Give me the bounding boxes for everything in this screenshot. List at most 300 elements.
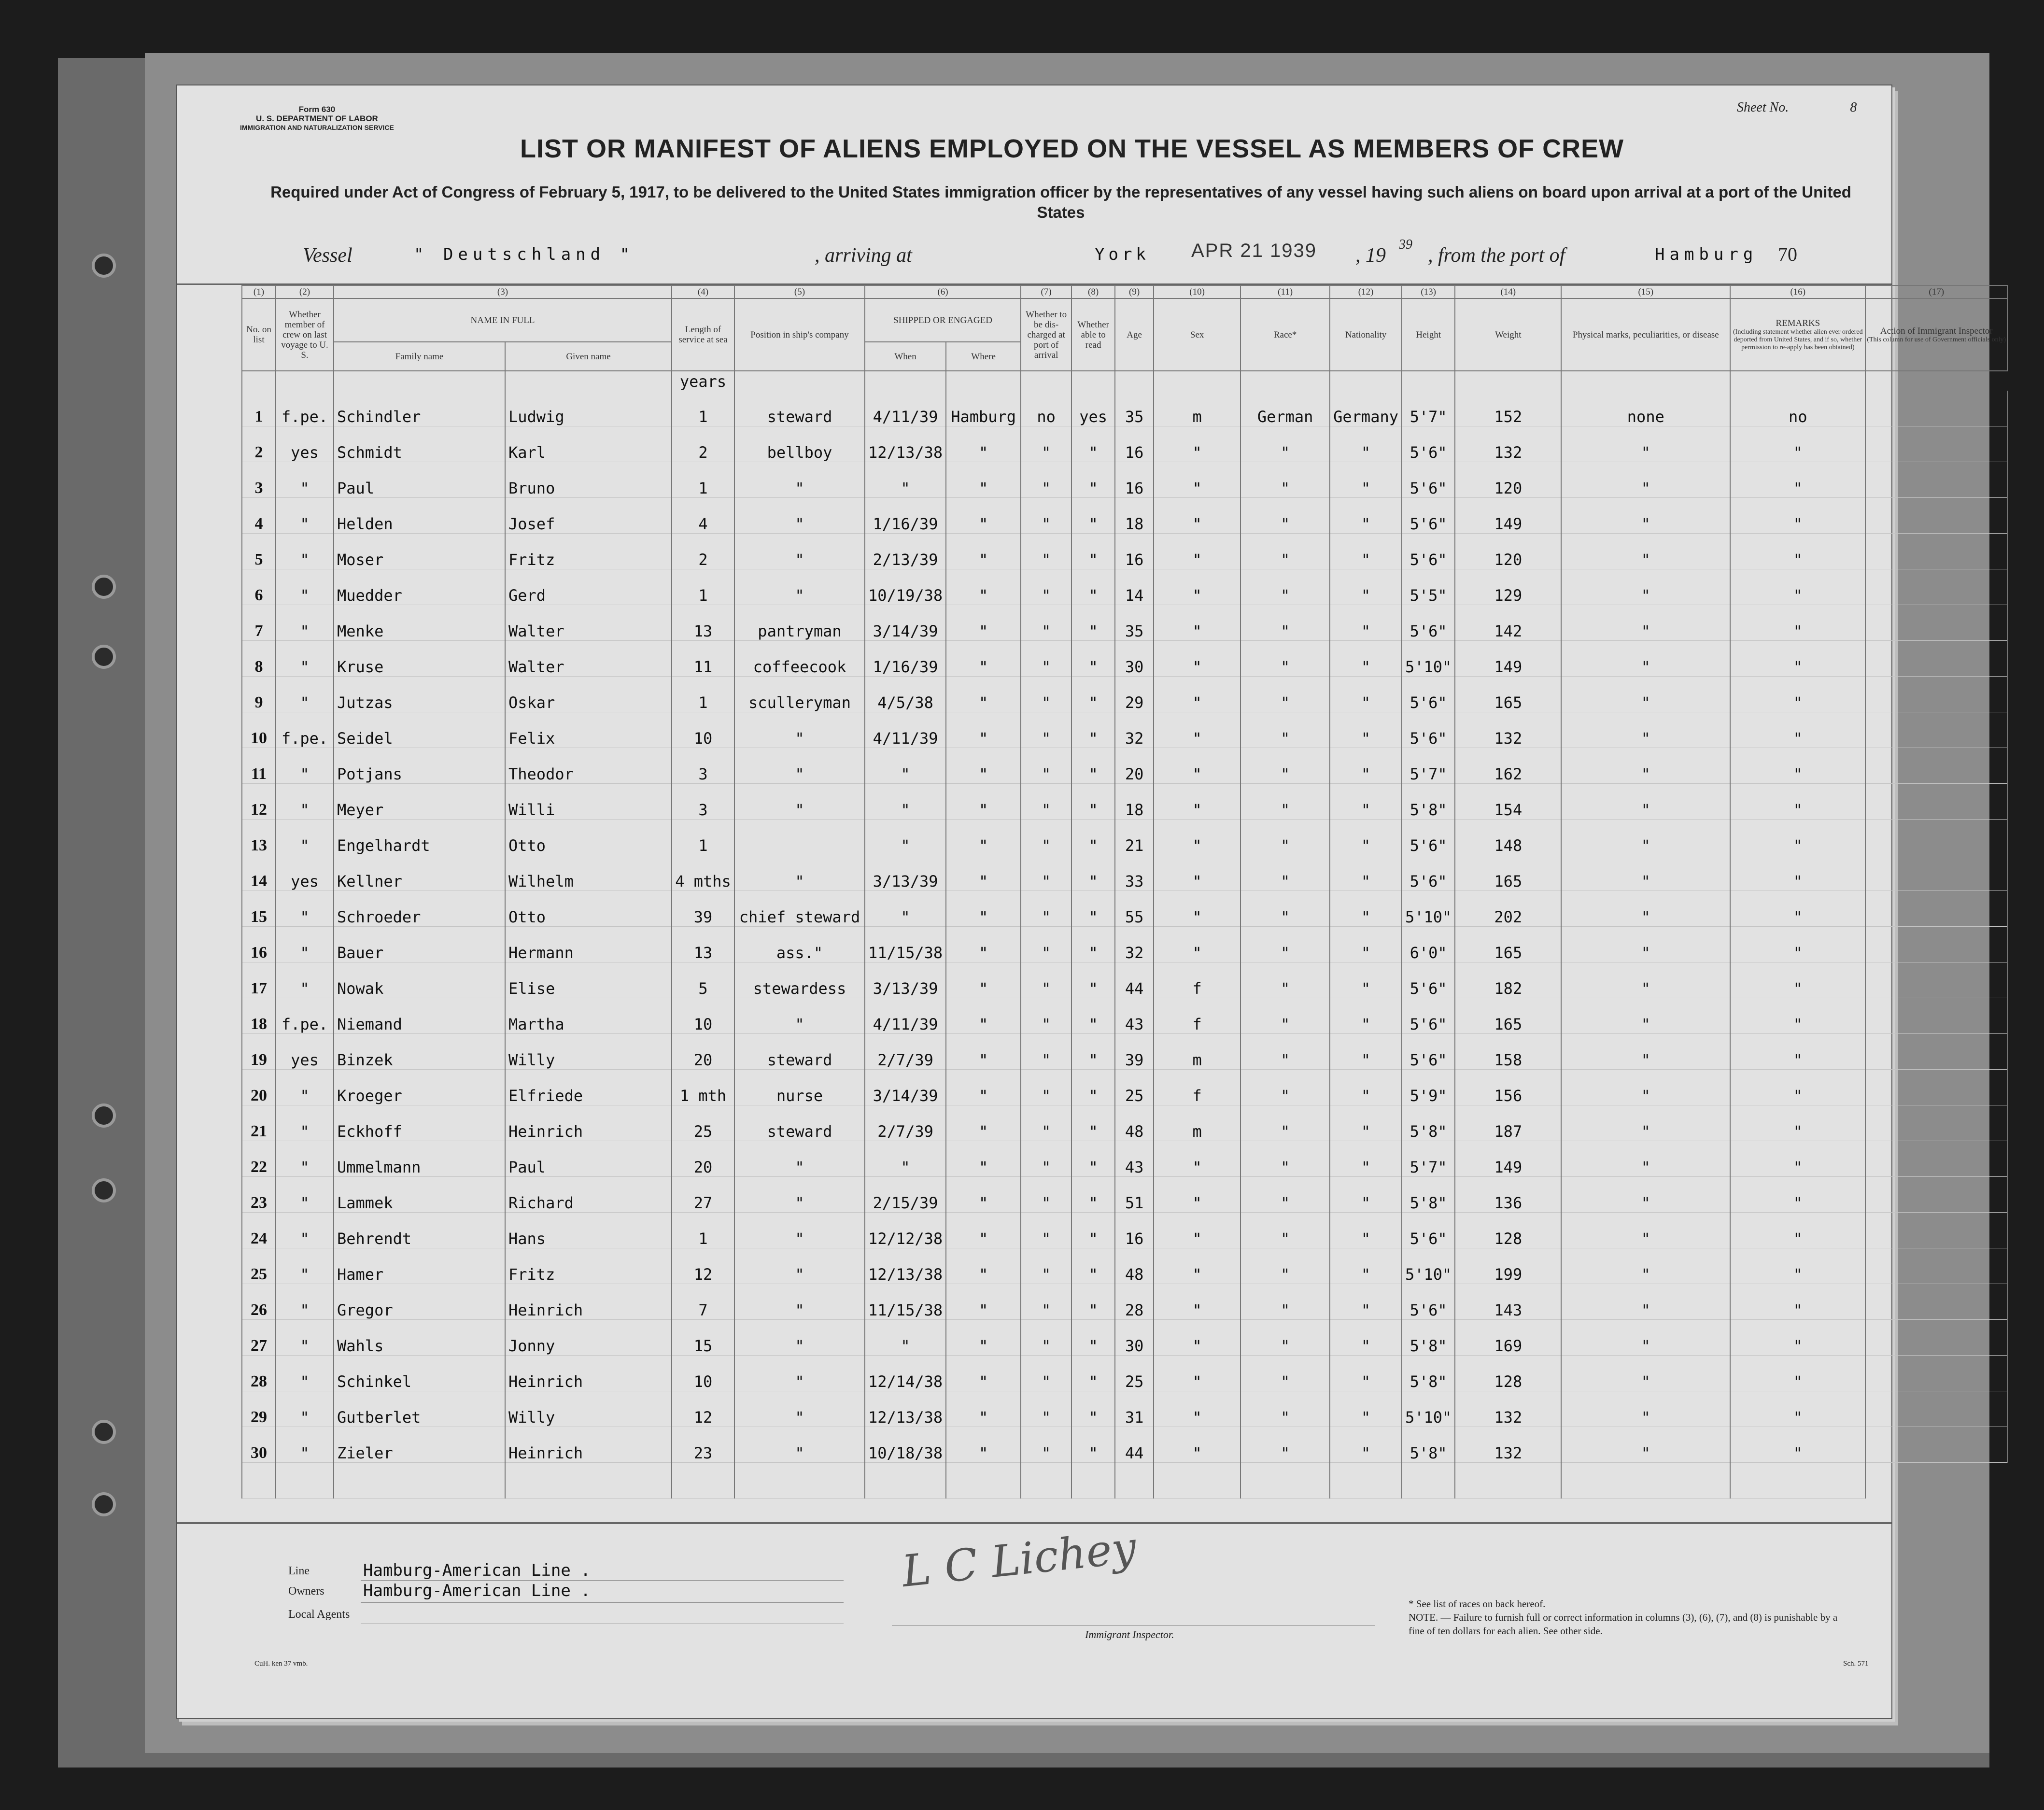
shipped-where-cell: " xyxy=(946,712,1021,748)
race-cell: " xyxy=(1240,962,1330,998)
remarks-cell: " xyxy=(1730,605,1865,641)
shipped-when-cell: 3/13/39 xyxy=(865,855,946,891)
sex-cell: " xyxy=(1154,605,1240,641)
weight-cell: 132 xyxy=(1455,1427,1561,1463)
inspector-label: Immigrant Inspector. xyxy=(1085,1628,1174,1640)
weight-cell: 148 xyxy=(1455,820,1561,855)
weight-cell: 120 xyxy=(1455,534,1561,569)
inspector-action-cell xyxy=(1865,1284,2007,1320)
nationality-cell: " xyxy=(1330,462,1402,498)
member-last-voyage-cell: " xyxy=(276,1284,334,1320)
shipped-where-cell: " xyxy=(946,1070,1021,1105)
shipped-where-cell: " xyxy=(946,962,1021,998)
form-code-right: Sch. 571 xyxy=(1843,1660,1869,1668)
shipped-where-cell: " xyxy=(946,569,1021,605)
row-number-cell: 18 xyxy=(242,998,276,1034)
family-name-cell: Hamer xyxy=(334,1248,505,1284)
row-number-cell: 16 xyxy=(242,927,276,962)
able-to-read-cell: " xyxy=(1071,1427,1115,1463)
weight-cell: 156 xyxy=(1455,1070,1561,1105)
binder-hole xyxy=(92,645,116,669)
row-number-cell: 1 xyxy=(242,391,276,426)
column-number-row xyxy=(242,285,2007,298)
physical-marks-cell: " xyxy=(1561,784,1730,820)
member-last-voyage-cell: " xyxy=(276,1391,334,1427)
shipped-when-cell: 2/13/39 xyxy=(865,534,946,569)
header-no-on-list: No. on list xyxy=(242,298,276,371)
family-name-cell: Paul xyxy=(334,462,505,498)
race-cell: " xyxy=(1240,927,1330,962)
shipped-where-cell: " xyxy=(946,426,1021,462)
to-be-discharged-cell: " xyxy=(1021,1177,1071,1213)
sex-cell: " xyxy=(1154,1177,1240,1213)
inspector-action-cell xyxy=(1865,998,2007,1034)
nationality-cell: " xyxy=(1330,820,1402,855)
given-name-cell: Hans xyxy=(505,1213,672,1248)
col-num-2: (2) xyxy=(276,285,334,298)
table-row xyxy=(242,1391,2007,1427)
position-cell: " xyxy=(734,1427,865,1463)
table-row xyxy=(242,998,2007,1034)
row-number-cell: 26 xyxy=(242,1284,276,1320)
table-row xyxy=(242,748,2007,784)
height-cell: 5'6" xyxy=(1402,462,1455,498)
weight-cell: 169 xyxy=(1455,1320,1561,1356)
weight-cell: 158 xyxy=(1455,1034,1561,1070)
family-name-cell: Eckhoff xyxy=(334,1105,505,1141)
shipped-when-cell: 3/14/39 xyxy=(865,605,946,641)
member-last-voyage-cell: " xyxy=(276,534,334,569)
header-shipped-engaged: SHIPPED OR ENGAGED xyxy=(865,298,1021,342)
member-last-voyage-cell: " xyxy=(276,1427,334,1463)
col-num-3: (3) xyxy=(334,285,672,298)
able-to-read-cell: " xyxy=(1071,712,1115,748)
position-cell: pantryman xyxy=(734,605,865,641)
shipped-when-cell: 4/11/39 xyxy=(865,712,946,748)
owners-underline xyxy=(361,1602,844,1603)
sex-cell: " xyxy=(1154,784,1240,820)
able-to-read-cell: yes xyxy=(1071,391,1115,426)
height-cell: 5'6" xyxy=(1402,1213,1455,1248)
member-last-voyage-cell: " xyxy=(276,641,334,677)
age-cell: 33 xyxy=(1115,855,1154,891)
age-cell: 35 xyxy=(1115,605,1154,641)
header-action xyxy=(1865,298,2007,371)
col-num-16: (16) xyxy=(1730,285,1865,298)
height-cell: 5'6" xyxy=(1402,605,1455,641)
header-race: Race* xyxy=(1240,298,1330,371)
member-last-voyage-cell: f.pe. xyxy=(276,391,334,426)
inspector-action-cell xyxy=(1865,605,2007,641)
column-title-row xyxy=(242,298,2007,342)
race-cell: " xyxy=(1240,1034,1330,1070)
position-cell: stewardess xyxy=(734,962,865,998)
sheet-number-block xyxy=(1737,100,1857,115)
row-number-cell: 14 xyxy=(242,855,276,891)
nationality-cell: " xyxy=(1330,498,1402,534)
race-cell: " xyxy=(1240,462,1330,498)
position-cell: steward xyxy=(734,1034,865,1070)
row-number-cell: 13 xyxy=(242,820,276,855)
row-number-cell: 15 xyxy=(242,891,276,927)
sex-cell: m xyxy=(1154,1034,1240,1070)
nationality-cell: " xyxy=(1330,1248,1402,1284)
weight-cell: 128 xyxy=(1455,1213,1561,1248)
nationality-cell: " xyxy=(1330,605,1402,641)
col-num-8: (8) xyxy=(1071,285,1115,298)
inspector-action-cell xyxy=(1865,534,2007,569)
date-stamp: APR 21 1939 xyxy=(1191,240,1317,261)
remarks-note: (Including statement whether alien ever ordered deported from United States, and if so, whether permission to re-apply has been obtained) xyxy=(1733,328,1863,351)
able-to-read-cell: " xyxy=(1071,677,1115,712)
shipped-where-cell: " xyxy=(946,1284,1021,1320)
nationality-cell: " xyxy=(1330,1356,1402,1391)
length-of-service-cell: 1 xyxy=(672,820,734,855)
vessel-name: " Deutschland " xyxy=(414,245,635,264)
row-number-cell: 7 xyxy=(242,605,276,641)
sex-cell: m xyxy=(1154,391,1240,426)
col-num-14: (14) xyxy=(1455,285,1561,298)
table-body xyxy=(242,371,2007,1499)
member-last-voyage-cell: " xyxy=(276,1070,334,1105)
to-be-discharged-cell: " xyxy=(1021,1427,1071,1463)
able-to-read-cell: " xyxy=(1071,569,1115,605)
to-be-discharged-cell: " xyxy=(1021,748,1071,784)
form-number: Form 630 xyxy=(298,105,336,114)
shipped-where-cell: " xyxy=(946,855,1021,891)
shipped-when-cell: 12/14/38 xyxy=(865,1356,946,1391)
shipped-when-cell: 12/13/38 xyxy=(865,426,946,462)
age-cell: 48 xyxy=(1115,1248,1154,1284)
shipped-where-cell: " xyxy=(946,1034,1021,1070)
weight-cell: 132 xyxy=(1455,712,1561,748)
physical-marks-cell: " xyxy=(1561,855,1730,891)
height-cell: 5'7" xyxy=(1402,748,1455,784)
length-of-service-cell: 25 xyxy=(672,1105,734,1141)
to-be-discharged-cell: no xyxy=(1021,391,1071,426)
physical-marks-cell: " xyxy=(1561,677,1730,712)
header-whether-member: Whether member of crew on last voyage to U. S. xyxy=(276,298,334,371)
row-number-cell: 24 xyxy=(242,1213,276,1248)
able-to-read-cell: " xyxy=(1071,426,1115,462)
length-of-service-cell: 1 mth xyxy=(672,1070,734,1105)
length-of-service-cell: 7 xyxy=(672,1284,734,1320)
family-name-cell: Schinkel xyxy=(334,1356,505,1391)
remarks-cell: " xyxy=(1730,784,1865,820)
weight-cell: 165 xyxy=(1455,677,1561,712)
sheet-number: 8 xyxy=(1850,100,1857,115)
length-of-service-cell: 3 xyxy=(672,784,734,820)
sex-cell: " xyxy=(1154,1320,1240,1356)
shipped-when-cell: 1/16/39 xyxy=(865,498,946,534)
col-num-11: (11) xyxy=(1240,285,1330,298)
given-name-cell: Willi xyxy=(505,784,672,820)
able-to-read-cell: " xyxy=(1071,1391,1115,1427)
nationality-cell: " xyxy=(1330,1320,1402,1356)
remarks-cell: " xyxy=(1730,1105,1865,1141)
inspector-action-cell xyxy=(1865,462,2007,498)
remarks-cell: " xyxy=(1730,498,1865,534)
sex-cell: " xyxy=(1154,534,1240,569)
height-cell: 5'10" xyxy=(1402,891,1455,927)
shipped-where-cell: " xyxy=(946,1105,1021,1141)
shipped-where-cell: " xyxy=(946,1213,1021,1248)
sex-cell: " xyxy=(1154,927,1240,962)
member-last-voyage-cell: " xyxy=(276,1105,334,1141)
member-last-voyage-cell: " xyxy=(276,962,334,998)
position-cell: " xyxy=(734,998,865,1034)
col-num-17: (17) xyxy=(1865,285,2007,298)
family-name-cell: Zieler xyxy=(334,1427,505,1463)
height-cell: 5'8" xyxy=(1402,1356,1455,1391)
weight-cell: 162 xyxy=(1455,748,1561,784)
sex-cell: " xyxy=(1154,891,1240,927)
race-cell: " xyxy=(1240,1320,1330,1356)
position-cell: nurse xyxy=(734,1070,865,1105)
table-header xyxy=(242,285,2007,371)
remarks-cell: " xyxy=(1730,1248,1865,1284)
given-name-cell: Josef xyxy=(505,498,672,534)
age-cell: 31 xyxy=(1115,1391,1154,1427)
race-cell: " xyxy=(1240,569,1330,605)
race-cell: " xyxy=(1240,1427,1330,1463)
table-row xyxy=(242,855,2007,891)
sex-cell: " xyxy=(1154,1427,1240,1463)
sex-cell: " xyxy=(1154,1248,1240,1284)
height-cell: 5'8" xyxy=(1402,1320,1455,1356)
sheet-label: Sheet No. xyxy=(1737,100,1789,115)
shipped-when-cell: " xyxy=(865,1320,946,1356)
to-be-discharged-cell: " xyxy=(1021,998,1071,1034)
race-cell: " xyxy=(1240,712,1330,748)
family-name-cell: Lammek xyxy=(334,1177,505,1213)
blank-row xyxy=(242,1463,2007,1499)
age-cell: 18 xyxy=(1115,784,1154,820)
weight-cell: 152 xyxy=(1455,391,1561,426)
col-num-6: (6) xyxy=(865,285,1021,298)
position-cell: steward xyxy=(734,1105,865,1141)
position-cell: coffeecook xyxy=(734,641,865,677)
height-cell: 5'6" xyxy=(1402,677,1455,712)
given-name-cell: Heinrich xyxy=(505,1427,672,1463)
member-last-voyage-cell: " xyxy=(276,1248,334,1284)
physical-marks-cell: " xyxy=(1561,569,1730,605)
sex-cell: " xyxy=(1154,1284,1240,1320)
age-cell: 14 xyxy=(1115,569,1154,605)
table-row xyxy=(242,1034,2007,1070)
height-cell: 5'5" xyxy=(1402,569,1455,605)
years-label: years xyxy=(672,371,734,391)
age-cell: 16 xyxy=(1115,534,1154,569)
remarks-cell: " xyxy=(1730,712,1865,748)
weight-cell: 149 xyxy=(1455,498,1561,534)
remarks-cell: " xyxy=(1730,998,1865,1034)
shipped-when-cell: " xyxy=(865,1141,946,1177)
member-last-voyage-cell: yes xyxy=(276,426,334,462)
row-number-cell: 17 xyxy=(242,962,276,998)
row-number-cell: 21 xyxy=(242,1105,276,1141)
able-to-read-cell: " xyxy=(1071,1320,1115,1356)
length-of-service-cell: 2 xyxy=(672,426,734,462)
physical-marks-cell: " xyxy=(1561,1320,1730,1356)
table-row xyxy=(242,1177,2007,1213)
to-be-discharged-cell: " xyxy=(1021,1105,1071,1141)
table-row xyxy=(242,391,2007,426)
given-name-cell: Willy xyxy=(505,1391,672,1427)
height-cell: 5'6" xyxy=(1402,1034,1455,1070)
remarks-title: REMARKS xyxy=(1776,318,1820,328)
to-be-discharged-cell: " xyxy=(1021,426,1071,462)
to-be-discharged-cell: " xyxy=(1021,784,1071,820)
shipped-when-cell: 2/15/39 xyxy=(865,1177,946,1213)
year-suffix: 39 xyxy=(1399,237,1412,252)
family-name-cell: Engelhardt xyxy=(334,820,505,855)
age-cell: 16 xyxy=(1115,462,1154,498)
sex-cell: " xyxy=(1154,712,1240,748)
remarks-cell: " xyxy=(1730,1356,1865,1391)
length-of-service-cell: 10 xyxy=(672,998,734,1034)
row-number-cell: 4 xyxy=(242,498,276,534)
given-name-cell: Ludwig xyxy=(505,391,672,426)
to-be-discharged-cell: " xyxy=(1021,1248,1071,1284)
height-cell: 5'6" xyxy=(1402,426,1455,462)
row-number-cell: 3 xyxy=(242,462,276,498)
family-name-cell: Behrendt xyxy=(334,1213,505,1248)
header-age: Age xyxy=(1115,298,1154,371)
able-to-read-cell: " xyxy=(1071,962,1115,998)
table-row xyxy=(242,712,2007,748)
weight-cell: 165 xyxy=(1455,927,1561,962)
nationality-cell: " xyxy=(1330,712,1402,748)
given-name-cell: Otto xyxy=(505,891,672,927)
able-to-read-cell: " xyxy=(1071,748,1115,784)
inspector-signature: L C Lichey xyxy=(899,1522,1139,1598)
remarks-cell: " xyxy=(1730,569,1865,605)
given-name-cell: Otto xyxy=(505,820,672,855)
sex-cell: " xyxy=(1154,498,1240,534)
row-number-cell: 19 xyxy=(242,1034,276,1070)
sex-cell: " xyxy=(1154,820,1240,855)
physical-marks-cell: " xyxy=(1561,462,1730,498)
shipped-where-cell: " xyxy=(946,1320,1021,1356)
table-row xyxy=(242,534,2007,569)
race-cell: " xyxy=(1240,641,1330,677)
given-name-cell: Willy xyxy=(505,1034,672,1070)
header-when: When xyxy=(865,342,946,371)
given-name-cell: Heinrich xyxy=(505,1284,672,1320)
length-of-service-cell: 20 xyxy=(672,1141,734,1177)
row-number-cell: 29 xyxy=(242,1391,276,1427)
weight-cell: 120 xyxy=(1455,462,1561,498)
footer-block xyxy=(288,1561,916,1657)
shipped-when-cell: 12/13/38 xyxy=(865,1391,946,1427)
service-name: IMMIGRATION AND NATURALIZATION SERVICE xyxy=(240,124,394,131)
remarks-cell: " xyxy=(1730,1320,1865,1356)
member-last-voyage-cell: " xyxy=(276,891,334,927)
race-cell: " xyxy=(1240,891,1330,927)
member-last-voyage-cell: " xyxy=(276,748,334,784)
table-row xyxy=(242,1248,2007,1284)
physical-marks-cell: " xyxy=(1561,998,1730,1034)
to-be-discharged-cell: " xyxy=(1021,641,1071,677)
family-name-cell: Potjans xyxy=(334,748,505,784)
member-last-voyage-cell: " xyxy=(276,1320,334,1356)
table-row xyxy=(242,784,2007,820)
nationality-cell: " xyxy=(1330,998,1402,1034)
family-name-cell: Muedder xyxy=(334,569,505,605)
footer-rule xyxy=(177,1522,1891,1524)
given-name-cell: Felix xyxy=(505,712,672,748)
row-number-cell: 11 xyxy=(242,748,276,784)
weight-cell: 132 xyxy=(1455,1391,1561,1427)
row-number-cell: 8 xyxy=(242,641,276,677)
able-to-read-cell: " xyxy=(1071,1034,1115,1070)
given-name-cell: Walter xyxy=(505,605,672,641)
to-be-discharged-cell: " xyxy=(1021,1391,1071,1427)
physical-marks-cell: " xyxy=(1561,927,1730,962)
position-cell: " xyxy=(734,1213,865,1248)
able-to-read-cell: " xyxy=(1071,927,1115,962)
header-weight: Weight xyxy=(1455,298,1561,371)
race-cell: " xyxy=(1240,605,1330,641)
binder-hole xyxy=(92,575,116,599)
length-of-service-cell: 3 xyxy=(672,748,734,784)
age-cell: 20 xyxy=(1115,748,1154,784)
form-header xyxy=(240,105,394,132)
inspector-action-cell xyxy=(1865,391,2007,426)
inspector-action-cell xyxy=(1865,498,2007,534)
race-cell: " xyxy=(1240,1284,1330,1320)
col-num-9: (9) xyxy=(1115,285,1154,298)
height-cell: 5'8" xyxy=(1402,1177,1455,1213)
weight-cell: 136 xyxy=(1455,1177,1561,1213)
able-to-read-cell: " xyxy=(1071,1213,1115,1248)
given-name-cell: Jonny xyxy=(505,1320,672,1356)
height-cell: 5'6" xyxy=(1402,1284,1455,1320)
shipped-where-cell: Hamburg xyxy=(946,391,1021,426)
remarks-cell: " xyxy=(1730,677,1865,712)
page-title: LIST OR MANIFEST OF ALIENS EMPLOYED ON THE VESSEL AS MEMBERS OF CREW xyxy=(520,134,1624,163)
to-be-discharged-cell: " xyxy=(1021,462,1071,498)
age-cell: 44 xyxy=(1115,1427,1154,1463)
header-discharged: Whether to be dis-charged at port of arrival xyxy=(1021,298,1071,371)
height-cell: 5'6" xyxy=(1402,712,1455,748)
header-physical-marks: Physical marks, peculiarities, or disease xyxy=(1561,298,1730,371)
to-be-discharged-cell: " xyxy=(1021,927,1071,962)
age-cell: 28 xyxy=(1115,1284,1154,1320)
physical-marks-cell: " xyxy=(1561,1034,1730,1070)
age-cell: 51 xyxy=(1115,1177,1154,1213)
age-cell: 48 xyxy=(1115,1105,1154,1141)
physical-marks-cell: " xyxy=(1561,1177,1730,1213)
nationality-cell: " xyxy=(1330,927,1402,962)
col-num-12: (12) xyxy=(1330,285,1402,298)
inspector-action-cell xyxy=(1865,1141,2007,1177)
inspector-action-cell xyxy=(1865,820,2007,855)
form-code-left: CuH. ken 37 vmb. xyxy=(254,1660,308,1668)
owners-label: Owners xyxy=(288,1585,324,1598)
able-to-read-cell: " xyxy=(1071,641,1115,677)
to-be-discharged-cell: " xyxy=(1021,1070,1071,1105)
able-to-read-cell: " xyxy=(1071,784,1115,820)
weight-cell: 143 xyxy=(1455,1284,1561,1320)
age-cell: 43 xyxy=(1115,998,1154,1034)
weight-cell: 154 xyxy=(1455,784,1561,820)
to-be-discharged-cell: " xyxy=(1021,1284,1071,1320)
penalty-note: NOTE. — Failure to furnish full or correct information in columns (3), (6), (7), and (8) is punishable by a fine of ten dollars for each alien. See other side. xyxy=(1409,1612,1838,1637)
able-to-read-cell: " xyxy=(1071,891,1115,927)
height-cell: 5'8" xyxy=(1402,1105,1455,1141)
